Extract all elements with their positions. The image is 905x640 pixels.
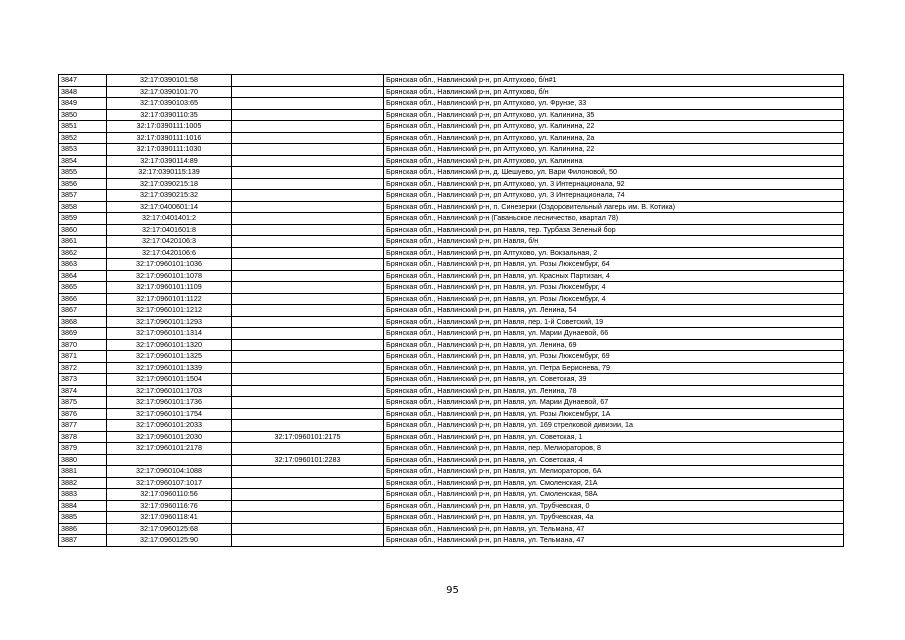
address-cell: Брянская обл., Навлинский р-н, рп Алтухово, ул. Калинина, 22 [384,144,844,156]
address-cell: Брянская обл., Навлинский р-н, рп Алтухово, ул. 3 Интернационала, 92 [384,178,844,190]
page-number: 95 [446,585,459,596]
table-row [59,477,844,489]
table-row [59,247,844,259]
linked-cadastral-number-cell [232,213,384,225]
linked-cadastral-number-cell [232,86,384,98]
cadastral-number-cell: 32:17:0960101:1736 [107,397,232,409]
cadastral-number-cell: 32:17:0960101:1109 [107,282,232,294]
address-cell: Брянская обл., Навлинский р-н, рп Навля, ул. Розы Люксембург, 4 [384,282,844,294]
table-row [59,293,844,305]
linked-cadastral-number-cell [232,408,384,420]
cadastral-number-cell: 32:17:0960110:56 [107,489,232,501]
cadastral-number-cell: 32:17:0960101:1325 [107,351,232,363]
cadastral-number-cell: 32:17:0400601:14 [107,201,232,213]
cadastral-number-cell: 32:17:0960101:1078 [107,270,232,282]
table-row [59,86,844,98]
cadastral-number-cell: 32:17:0401401:2 [107,213,232,225]
address-cell: Брянская обл., Навлинский р-н, рп Навля, ул. Петра Бериснева, 79 [384,362,844,374]
row-number-cell: 3873 [59,374,107,386]
table-row [59,178,844,190]
table-row [59,75,844,87]
address-cell: Брянская обл., Навлинский р-н, рп Навля, ул. Советская, 4 [384,454,844,466]
cadastral-number-cell: 32:17:0960101:2030 [107,431,232,443]
address-cell: Брянская обл., Навлинский р-н, рп Навля, ул. Ленина, 69 [384,339,844,351]
row-number-cell: 3885 [59,512,107,524]
row-number-cell: 3850 [59,109,107,121]
address-cell: Брянская обл., Навлинский р-н, рп Навля, б/н [384,236,844,248]
address-cell: Брянская обл., Навлинский р-н, рп Навля, ул. Тельмана, 47 [384,535,844,547]
table-row [59,385,844,397]
cadastral-number-cell: 32:17:0960101:1293 [107,316,232,328]
row-number-cell: 3851 [59,121,107,133]
table-row [59,408,844,420]
cadastral-number-cell: 32:17:0960101:1703 [107,385,232,397]
linked-cadastral-number-cell [232,305,384,317]
cadastral-number-cell: 32:17:0390110:35 [107,109,232,121]
cadastral-number-cell: 32:17:0401601:8 [107,224,232,236]
table-row [59,454,844,466]
row-number-cell: 3882 [59,477,107,489]
cadastral-number-cell: 32:17:0960125:90 [107,535,232,547]
row-number-cell: 3871 [59,351,107,363]
address-cell: Брянская обл., Навлинский р-н, рп Алтухово, б/н [384,86,844,98]
address-cell: Брянская обл., Навлинский р-н, рп Навля, ул. 169 стрелковой дивизии, 1а [384,420,844,432]
table-row [59,374,844,386]
row-number-cell: 3863 [59,259,107,271]
linked-cadastral-number-cell [232,75,384,87]
address-cell: Брянская обл., Навлинский р-н, п. Синезерки (Оздоровительный лагерь им. В. Котика) [384,201,844,213]
cadastral-number-cell: 32:17:0420106:3 [107,236,232,248]
address-cell: Брянская обл., Навлинский р-н, рп Навля, ул. Тельмана, 47 [384,523,844,535]
row-number-cell: 3884 [59,500,107,512]
table-row [59,339,844,351]
cadastral-number-cell: 32:17:0390114:89 [107,155,232,167]
address-cell: Брянская обл., Навлинский р-н, рп Навля, ул. Розы Люксембург, 4 [384,293,844,305]
cadastral-number-cell: 32:17:0390115:139 [107,167,232,179]
row-number-cell: 3883 [59,489,107,501]
linked-cadastral-number-cell [232,328,384,340]
linked-cadastral-number-cell [232,132,384,144]
address-cell: Брянская обл., Навлинский р-н, рп Алтухово, б/н#1 [384,75,844,87]
linked-cadastral-number-cell [232,167,384,179]
row-number-cell: 3861 [59,236,107,248]
address-cell: Брянская обл., Навлинский р-н, рп Навля, ул. Марии Дунаевой, 66 [384,328,844,340]
address-cell: Брянская обл., Навлинский р-н, рп Алтухово, ул. Фрунзе, 33 [384,98,844,110]
address-cell: Брянская обл., Навлинский р-н, д. Шешуево, ул. Вари Филоновой, 50 [384,167,844,179]
linked-cadastral-number-cell: 32:17:0960101:2283 [232,454,384,466]
table-row [59,489,844,501]
linked-cadastral-number-cell [232,259,384,271]
table-row [59,201,844,213]
cadastral-number-cell: 32:17:0960107:1017 [107,477,232,489]
row-number-cell: 3877 [59,420,107,432]
table-row [59,316,844,328]
address-cell: Брянская обл., Навлинский р-н, рп Навля, ул. Советская, 39 [384,374,844,386]
table-row [59,270,844,282]
linked-cadastral-number-cell [232,523,384,535]
address-cell: Брянская обл., Навлинский р-н, рп Алтухово, ул. Калинина, 2а [384,132,844,144]
address-cell: Брянская обл., Навлинский р-н, рп Навля, ул. Розы Люксембург, 69 [384,351,844,363]
cadastral-number-cell: 32:17:0960101:1339 [107,362,232,374]
linked-cadastral-number-cell [232,420,384,432]
row-number-cell: 3864 [59,270,107,282]
table-row [59,443,844,455]
row-number-cell: 3870 [59,339,107,351]
row-number-cell: 3879 [59,443,107,455]
linked-cadastral-number-cell [232,362,384,374]
address-cell: Брянская обл., Навлинский р-н, рп Навля, пер. Мелиораторов, 8 [384,443,844,455]
cadastral-number-cell: 32:17:0960116:76 [107,500,232,512]
row-number-cell: 3875 [59,397,107,409]
table-row [59,259,844,271]
table-row [59,213,844,225]
cadastral-number-cell: 32:17:0960101:1504 [107,374,232,386]
address-cell: Брянская обл., Навлинский р-н, рп Навля, тер. Турбаза Зеленый бор [384,224,844,236]
row-number-cell: 3857 [59,190,107,202]
address-cell: Брянская обл., Навлинский р-н, рп Навля, ул. Мелиораторов, 6А [384,466,844,478]
cadastral-number-cell: 32:17:0390111:1005 [107,121,232,133]
table-row [59,224,844,236]
table-row [59,523,844,535]
row-number-cell: 3859 [59,213,107,225]
address-cell: Брянская обл., Навлинский р-н, рп Навля, ул. Розы Люксембург, 64 [384,259,844,271]
linked-cadastral-number-cell [232,385,384,397]
linked-cadastral-number-cell [232,270,384,282]
linked-cadastral-number-cell [232,178,384,190]
cadastral-number-cell: 32:17:0960101:1212 [107,305,232,317]
address-cell: Брянская обл., Навлинский р-н, рп Навля, ул. Красных Партизан, 4 [384,270,844,282]
linked-cadastral-number-cell [232,374,384,386]
cadastral-number-cell: 32:17:0390111:1030 [107,144,232,156]
cadastral-number-cell: 32:17:0960104:1088 [107,466,232,478]
linked-cadastral-number-cell [232,109,384,121]
linked-cadastral-number-cell [232,443,384,455]
registry-table [58,74,844,547]
linked-cadastral-number-cell: 32:17:0960101:2175 [232,431,384,443]
linked-cadastral-number-cell [232,397,384,409]
row-number-cell: 3847 [59,75,107,87]
row-number-cell: 3887 [59,535,107,547]
linked-cadastral-number-cell [232,98,384,110]
address-cell: Брянская обл., Навлинский р-н, рп Навля, ул. Советская, 1 [384,431,844,443]
row-number-cell: 3878 [59,431,107,443]
cadastral-number-cell: 32:17:0390101:58 [107,75,232,87]
linked-cadastral-number-cell [232,224,384,236]
address-cell: Брянская обл., Навлинский р-н, рп Навля, ул. Ленина, 78 [384,385,844,397]
address-cell: Брянская обл., Навлинский р-н, рп Алтухово, ул. Калинина, 22 [384,121,844,133]
row-number-cell: 3852 [59,132,107,144]
row-number-cell: 3855 [59,167,107,179]
row-number-cell: 3853 [59,144,107,156]
table-row [59,431,844,443]
cadastral-number-cell: 32:17:0390215:32 [107,190,232,202]
table-row [59,190,844,202]
linked-cadastral-number-cell [232,247,384,259]
linked-cadastral-number-cell [232,477,384,489]
registry-table-body [59,75,844,547]
table-row [59,282,844,294]
linked-cadastral-number-cell [232,500,384,512]
table-row [59,167,844,179]
cadastral-number-cell: 32:17:0960101:1320 [107,339,232,351]
table-row [59,512,844,524]
linked-cadastral-number-cell [232,512,384,524]
row-number-cell: 3860 [59,224,107,236]
table-row [59,328,844,340]
table-row [59,109,844,121]
cadastral-number-cell: 32:17:0960101:1754 [107,408,232,420]
linked-cadastral-number-cell [232,316,384,328]
row-number-cell: 3874 [59,385,107,397]
table-row [59,236,844,248]
table-row [59,305,844,317]
row-number-cell: 3862 [59,247,107,259]
row-number-cell: 3880 [59,454,107,466]
address-cell: Брянская обл., Навлинский р-н, рп Навля, ул. Трубчевская, 4а [384,512,844,524]
row-number-cell: 3849 [59,98,107,110]
cadastral-number-cell: 32:17:0960101:1036 [107,259,232,271]
row-number-cell: 3876 [59,408,107,420]
address-cell: Брянская обл., Навлинский р-н, рп Алтухово, ул. Вокзальная, 2 [384,247,844,259]
address-cell: Брянская обл., Навлинский р-н (Гаваньское лесничество, квартал 78) [384,213,844,225]
row-number-cell: 3866 [59,293,107,305]
cadastral-number-cell: 32:17:0960101:2033 [107,420,232,432]
cadastral-number-cell: 32:17:0390103:65 [107,98,232,110]
cadastral-number-cell: 32:17:0420106:6 [107,247,232,259]
row-number-cell: 3886 [59,523,107,535]
row-number-cell: 3858 [59,201,107,213]
linked-cadastral-number-cell [232,121,384,133]
cadastral-number-cell: 32:17:0390215:18 [107,178,232,190]
row-number-cell: 3869 [59,328,107,340]
linked-cadastral-number-cell [232,466,384,478]
row-number-cell: 3854 [59,155,107,167]
table-row [59,144,844,156]
table-row [59,466,844,478]
row-number-cell: 3856 [59,178,107,190]
cadastral-number-cell [107,454,232,466]
linked-cadastral-number-cell [232,201,384,213]
table-row [59,397,844,409]
address-cell: Брянская обл., Навлинский р-н, рп Алтухово, ул. 3 Интернационала, 74 [384,190,844,202]
row-number-cell: 3868 [59,316,107,328]
linked-cadastral-number-cell [232,339,384,351]
linked-cadastral-number-cell [232,155,384,167]
linked-cadastral-number-cell [232,535,384,547]
cadastral-number-cell: 32:17:0390111:1016 [107,132,232,144]
linked-cadastral-number-cell [232,144,384,156]
address-cell: Брянская обл., Навлинский р-н, рп Навля, ул. Марии Дунаевой, 67 [384,397,844,409]
linked-cadastral-number-cell [232,293,384,305]
linked-cadastral-number-cell [232,236,384,248]
table-row [59,351,844,363]
linked-cadastral-number-cell [232,351,384,363]
table-row [59,535,844,547]
address-cell: Брянская обл., Навлинский р-н, рп Навля, ул. Ленина, 54 [384,305,844,317]
address-cell: Брянская обл., Навлинский р-н, рп Навля, пер. 1-й Советский, 19 [384,316,844,328]
row-number-cell: 3881 [59,466,107,478]
linked-cadastral-number-cell [232,282,384,294]
cadastral-number-cell: 32:17:0390101:70 [107,86,232,98]
address-cell: Брянская обл., Навлинский р-н, рп Алтухово, ул. Калинина [384,155,844,167]
table-row [59,155,844,167]
address-cell: Брянская обл., Навлинский р-н, рп Навля, ул. Трубчевская, 0 [384,500,844,512]
table-row [59,121,844,133]
cadastral-number-cell: 32:17:0960101:1122 [107,293,232,305]
cadastral-number-cell: 32:17:0960118:41 [107,512,232,524]
table-row [59,420,844,432]
row-number-cell: 3848 [59,86,107,98]
address-cell: Брянская обл., Навлинский р-н, рп Навля, ул. Розы Люксембург, 1А [384,408,844,420]
table-row [59,362,844,374]
address-cell: Брянская обл., Навлинский р-н, рп Навля, ул. Смоленская, 58А [384,489,844,501]
address-cell: Брянская обл., Навлинский р-н, рп Навля, ул. Смоленская, 21А [384,477,844,489]
table-row [59,98,844,110]
linked-cadastral-number-cell [232,489,384,501]
address-cell: Брянская обл., Навлинский р-н, рп Алтухово, ул. Калинина, 35 [384,109,844,121]
table-row [59,132,844,144]
row-number-cell: 3865 [59,282,107,294]
cadastral-number-cell: 32:17:0960101:2178 [107,443,232,455]
row-number-cell: 3867 [59,305,107,317]
cadastral-number-cell: 32:17:0960125:68 [107,523,232,535]
table-row [59,500,844,512]
row-number-cell: 3872 [59,362,107,374]
linked-cadastral-number-cell [232,190,384,202]
cadastral-number-cell: 32:17:0960101:1314 [107,328,232,340]
